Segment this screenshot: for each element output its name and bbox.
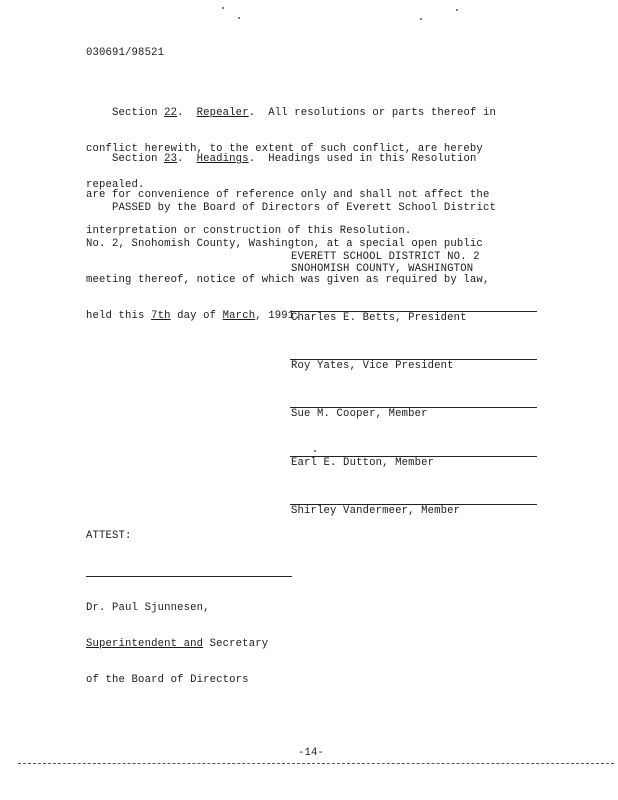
document-id: 030691/98521 [86,47,165,59]
section-23-number: 23 [164,153,178,165]
signatory-name: Roy Yates, Vice President [291,360,454,372]
section-23-line-3: interpretation or construction of this Resolution. [86,225,412,237]
section-22-number: 22 [164,107,178,119]
section-23-line-1: Section 23. Headings. Headings used in this Resolution [112,153,477,165]
passed-line-4: held this 7th day of March, 1991. [86,310,301,322]
footer-rule [18,763,614,764]
section-22-line-3: repealed. [86,179,145,191]
attest-signature-line [86,576,292,577]
page-number: -14- [298,747,325,759]
section-22-line-1: Section 22. Repealer. All resolutions or parts thereof in [112,107,496,119]
passed-line-2: No. 2, Snohomish County, Washington, at a special open public [86,238,483,250]
scan-speck [314,450,316,452]
passed-month: March [222,310,256,322]
scan-speck [420,18,422,20]
passed-day: 7th [151,310,171,322]
district-county: SNOHOMISH COUNTY, WASHINGTON [291,263,474,275]
attest-name: Dr. Paul Sjunnesen, [86,602,210,614]
scan-speck [456,9,458,11]
attest-block [86,578,268,710]
scan-speck [222,7,224,9]
signatory-name: Sue M. Cooper, Member [291,408,428,420]
signatory-name: Charles E. Betts, President [291,312,467,324]
signatory-name: Shirley Vandermeer, Member [291,505,461,517]
section-22-heading: Repealer [196,107,249,119]
signatory-name: Earl E. Dutton, Member [291,457,435,469]
passed-line-3: meeting thereof, notice of which was given as required by law, [86,274,490,286]
section-23-line-2: are for convenience of reference only and shall not affect the [86,189,490,201]
attest-title-line-2: of the Board of Directors [86,674,249,686]
attest-label: ATTEST: [86,530,132,542]
scan-speck [238,17,240,19]
passed-line-1: PASSED by the Board of Directors of Everett School District [112,202,496,214]
district-name: EVERETT SCHOOL DISTRICT NO. 2 [291,251,480,263]
section-23-heading: Headings [196,153,249,165]
attest-title-line-1: Superintendent and Secretary [86,638,269,650]
section-22-line-2: conflict herewith, to the extent of such conflict, are hereby [86,143,483,155]
